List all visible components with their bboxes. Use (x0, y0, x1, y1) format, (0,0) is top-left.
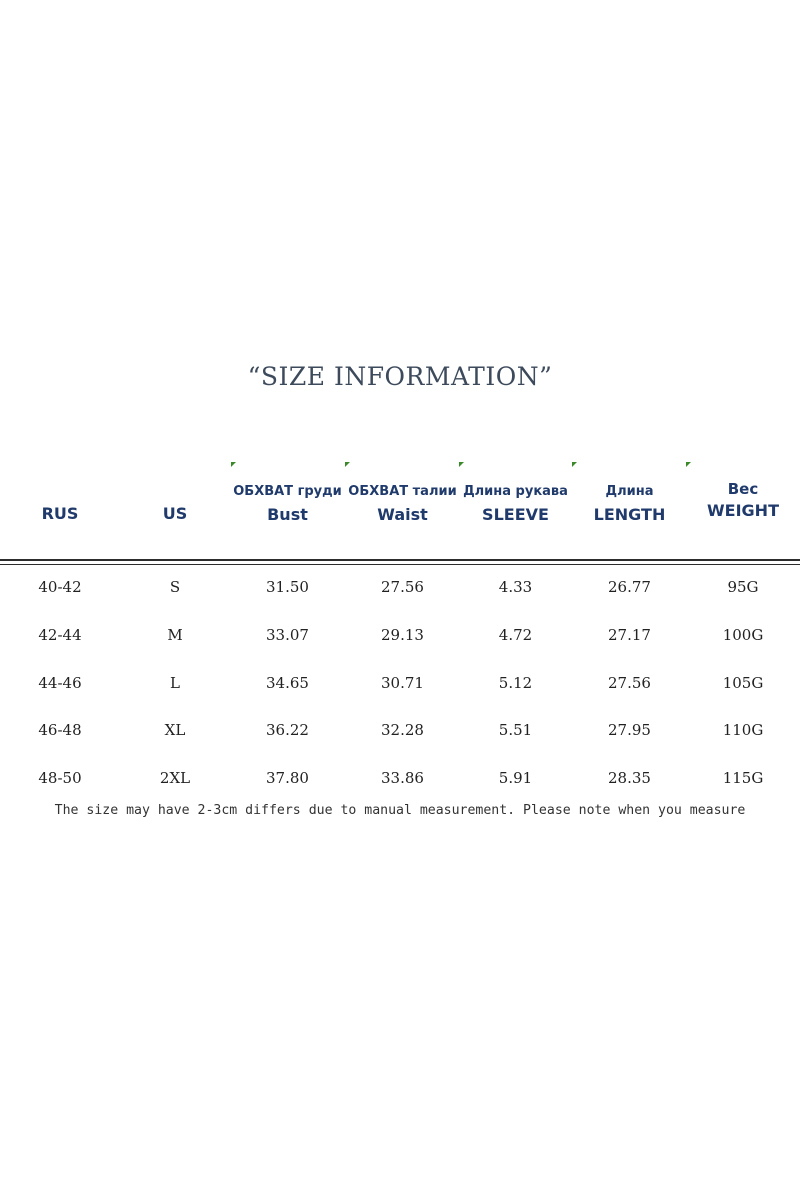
table-row (0, 674, 800, 704)
column-header-sub: Вес (727, 480, 759, 498)
column-header-rus (15, 504, 105, 523)
cell-us: XL (164, 721, 186, 739)
cell-length: 28.35 (608, 769, 651, 787)
cell-rus: 48-50 (38, 769, 82, 787)
cell-weight: 105G (722, 674, 764, 692)
cell-bust: 37.80 (266, 769, 309, 787)
column-header-sleeve (458, 484, 573, 524)
marker-icon (231, 462, 236, 467)
cell-us: L (170, 674, 180, 692)
cell-waist: 30.71 (381, 674, 424, 692)
header-divider (0, 564, 800, 565)
cell-rus: 40-42 (38, 578, 82, 596)
cell-waist: 29.13 (381, 626, 424, 644)
cell-sleeve: 5.91 (498, 769, 533, 787)
column-header-label: Waist (377, 505, 428, 524)
table-row (0, 769, 800, 799)
cell-sleeve: 4.33 (498, 578, 533, 596)
cell-rus: 44-46 (38, 674, 82, 692)
cell-waist: 27.56 (381, 578, 424, 596)
column-header-waist (345, 484, 460, 524)
cell-sleeve: 5.12 (498, 674, 533, 692)
column-header-sub: Длина рукава (463, 484, 568, 499)
cell-length: 26.77 (608, 578, 651, 596)
column-header-label: SLEEVE (482, 505, 549, 524)
column-header-sub: Длина (605, 484, 654, 499)
column-header-label: WEIGHT (707, 501, 779, 520)
table-row (0, 578, 800, 608)
cell-rus: 42-44 (38, 626, 82, 644)
cell-length: 27.17 (608, 626, 651, 644)
column-header-label: Bust (267, 505, 308, 524)
cell-weight: 100G (722, 626, 764, 644)
column-header-sub: ОБХВАТ талии (348, 484, 457, 499)
cell-length: 27.95 (608, 721, 651, 739)
marker-icon (686, 462, 691, 467)
cell-bust: 31.50 (266, 578, 309, 596)
cell-waist: 33.86 (381, 769, 424, 787)
cell-bust: 33.07 (266, 626, 309, 644)
cell-weight: 110G (722, 721, 764, 739)
column-header-label: US (162, 504, 188, 523)
measurement-note: The size may have 2-3cm differs due to manual measurement. Please note when you measure (54, 803, 746, 818)
cell-us: S (169, 578, 181, 596)
cell-bust: 34.65 (266, 674, 309, 692)
cell-waist: 32.28 (381, 721, 424, 739)
column-header-label: LENGTH (593, 505, 666, 524)
cell-bust: 36.22 (266, 721, 309, 739)
column-header-us (130, 504, 220, 523)
marker-icon (345, 462, 350, 467)
cell-weight: 95G (727, 578, 759, 596)
cell-length: 27.56 (608, 674, 651, 692)
page-title: “SIZE INFORMATION” (247, 362, 553, 391)
cell-sleeve: 5.51 (498, 721, 533, 739)
column-header-label: RUS (41, 504, 79, 523)
column-header-bust (230, 484, 345, 524)
cell-sleeve: 4.72 (498, 626, 533, 644)
cell-us: M (167, 626, 183, 644)
column-header-length (572, 484, 687, 524)
cell-us: 2XL (159, 769, 191, 787)
marker-icon (572, 462, 577, 467)
column-header-weight (686, 480, 800, 520)
table-row (0, 626, 800, 656)
table-header (0, 460, 800, 550)
column-header-sub: ОБХВАТ груди (233, 484, 342, 499)
cell-rus: 46-48 (38, 721, 82, 739)
table-row (0, 721, 800, 751)
marker-icon (459, 462, 464, 467)
header-divider (0, 559, 800, 561)
cell-weight: 115G (722, 769, 764, 787)
